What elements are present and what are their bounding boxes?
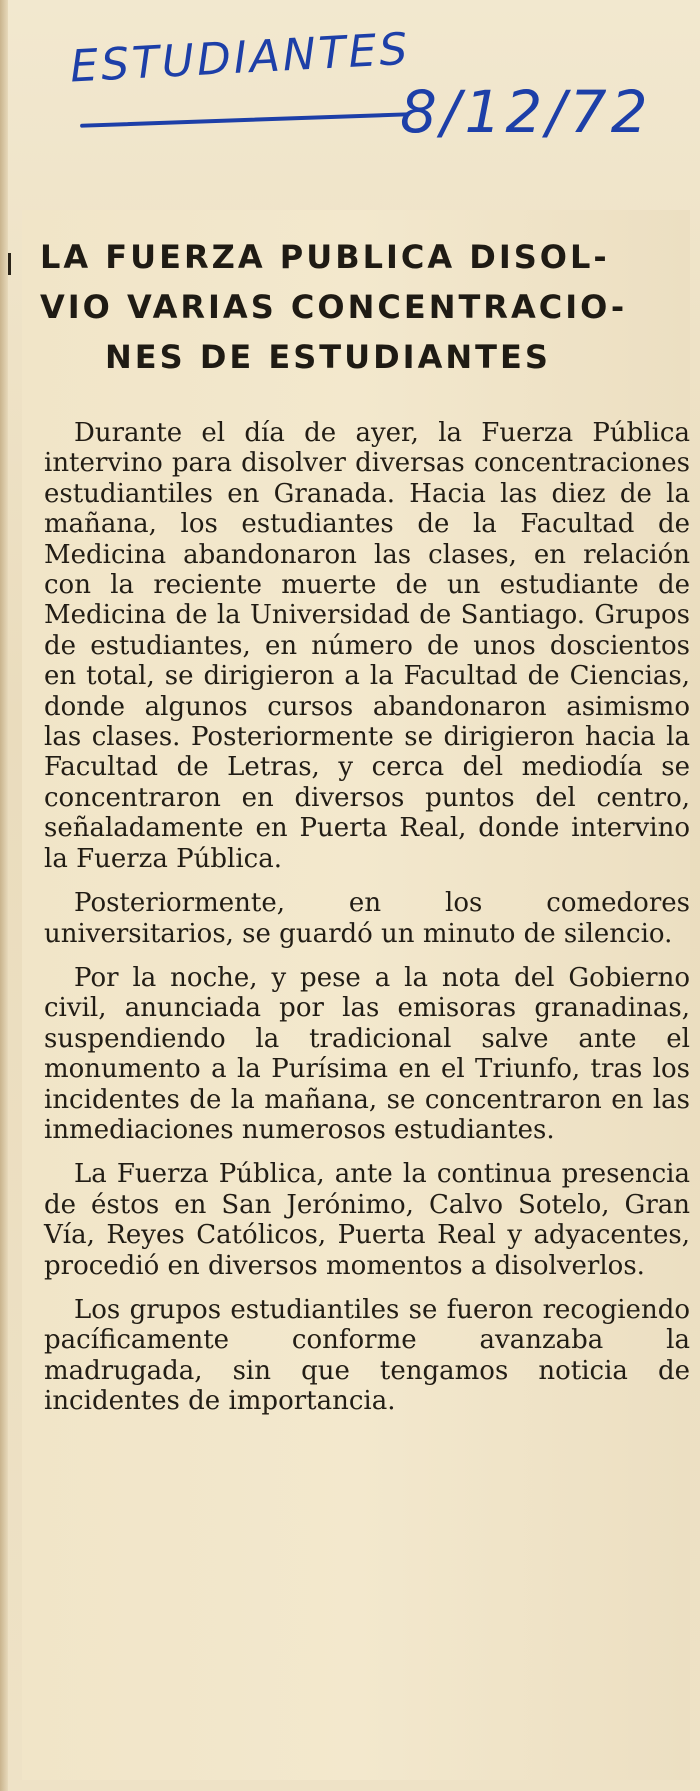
article-body — [44, 418, 690, 1417]
paper-edge — [0, 0, 8, 1791]
article-paragraph-3: Por la noche, y pese a la nota del Gobierno civil, anunciada por las emisoras granadinas, suspendiendo la tradicional salve ante el monumento a la Purísima en el Triunfo, tras los incidentes de la mañana, se concentraron en las inmediaciones numerosos estudiantes. — [44, 962, 690, 1145]
article-paragraph-5: Los grupos estudiantiles se fueron recogiendo pacíficamente conforme avanzaba la madrugada, sin que tengamos noticia de incidentes de importancia. — [44, 1294, 690, 1417]
article-paragraph-4: La Fuerza Pública, ante la continua presencia de éstos en San Jerónimo, Calvo Sotelo, Gran Vía, Reyes Católicos, Puerta Real y adyacentes, procedió en diversos momentos a disolverlos. — [44, 1159, 690, 1281]
article-paragraph-2: Posteriormente, en los comedores universitarios, se guardó un minuto de silencio. — [44, 888, 690, 949]
article-headline — [40, 232, 680, 382]
handwritten-category-label: ESTUDIANTES — [68, 23, 412, 93]
handwritten-date: 8/12/72 — [400, 78, 652, 146]
headline-line-3: NES DE ESTUDIANTES — [105, 338, 551, 376]
article-paragraph-1: Durante el día de ayer, la Fuerza Pública intervino para disolver diversas concentraciones estudiantiles en Granada. Hacia las diez de la mañana, los estudiantes de la Facultad de Medicina abandonaron las clases, en relación con la reciente muerte de un estudiante de Medicina de la Universidad de Santiago. Grupos de estudiantes, en número de unos doscientos en total, se dirigieron a la Facultad de Ciencias, donde algunos cursos abandonaron asimismo las clases. Posteriormente se dirigieron hacia la Facultad de Letras, y cerca del mediodía se concentraron en diversos puntos del centro, señaladamente en Puerta Real, donde intervino la Fuerza Pública. — [44, 418, 690, 874]
headline-line-2: VIO VARIAS CONCENTRACIO- — [40, 288, 628, 326]
headline-line-1: LA FUERZA PUBLICA DISOL- — [40, 238, 610, 276]
pen-underline — [80, 112, 410, 128]
margin-mark — [8, 253, 11, 275]
